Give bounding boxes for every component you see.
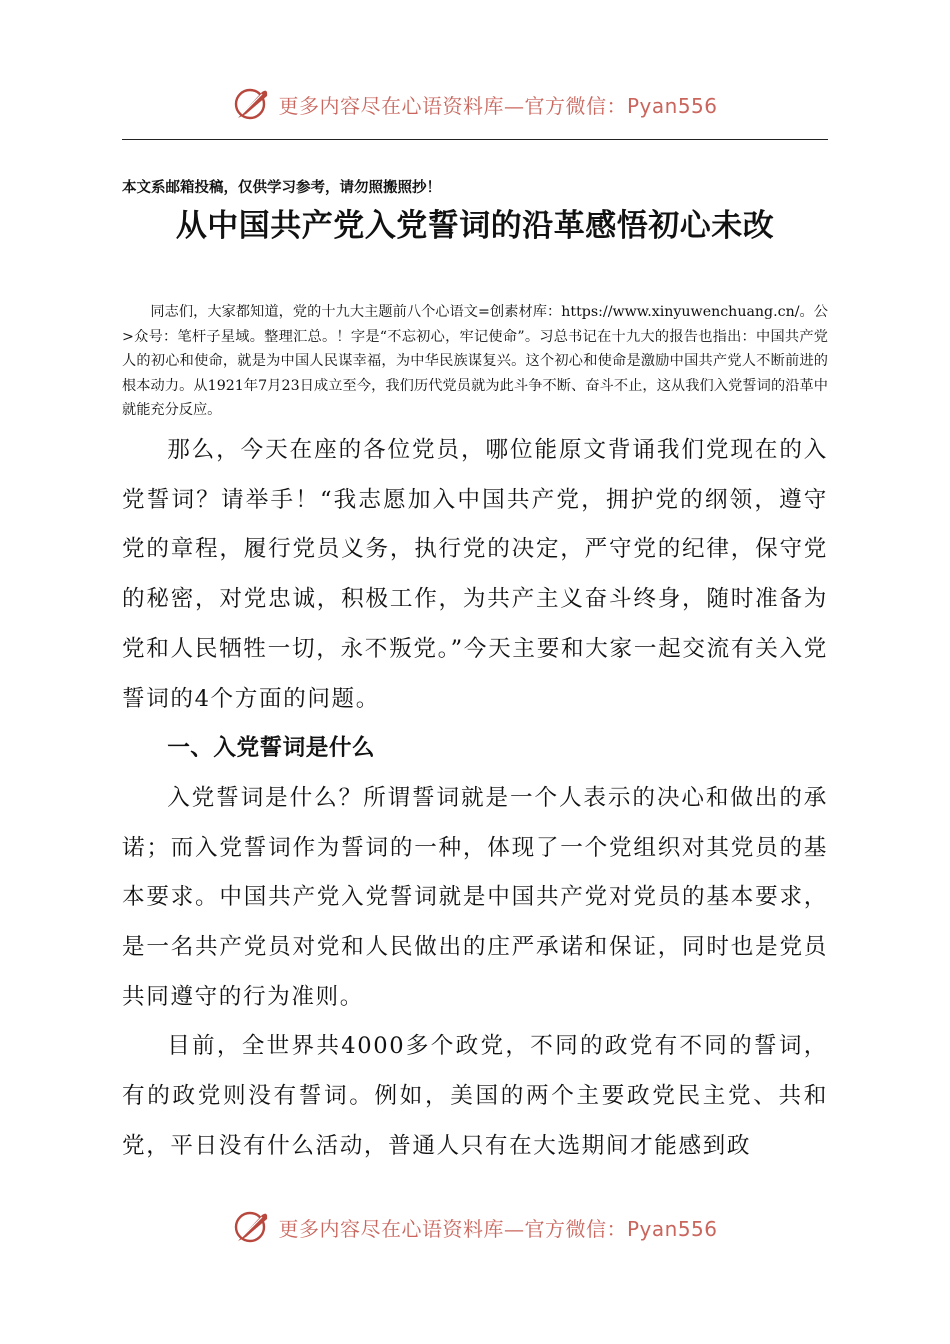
banner-text: 更多内容尽在心语资料库—官方微信：Pyan556 bbox=[278, 93, 718, 118]
wechat-handle: Pyan556 bbox=[626, 1216, 718, 1241]
header-banner[interactable] bbox=[0, 82, 950, 126]
body-paragraph-2: 入党誓词是什么？所谓誓词就是一个人表示的决心和做出的承诺；而入党誓词作为誓词的一种，体现了一个党组织对其党员的基本要求。中国共产党入党誓词就是中国共产党对党员的基本要求，是一名共产党员对党和人民做出的庄严承诺和保证，同时也是党员共同遵守的行为准则。 bbox=[122, 784, 828, 1010]
document-title: 从中国共产党入党誓词的沿革感悟初心未改 bbox=[175, 208, 775, 244]
quill-pen-icon bbox=[232, 84, 272, 124]
wechat-handle: Pyan556 bbox=[626, 93, 718, 118]
header-divider bbox=[122, 139, 828, 140]
body-paragraph-1: 那么，今天在座的各位党员，哪位能原文背诵我们党现在的入党誓词？请举手！“我志愿加入中国共产党，拥护党的纲领，遵守党的章程，履行党员义务，执行党的决定，严守党的纪律，保守党的秘密，对党忠诚，积极工作，为共产主义奋斗终身，随时准备为党和人民牺牲一切，永不叛党。”今天主要和大家一起交流有关入党誓词的4个方面的问题。 bbox=[122, 437, 828, 712]
intro-text: 同志们，大家都知道，党的十九大主题前八个心语文=创素材库：https://www.xinyuwenchuang.cn/。公>众号：笔杆子星域。整理汇总。！字是“不忘初心，牢记使命”。习总书记在十九大的报告也指出：中国共产党人的初心和使命，就是为中国人民谋幸福，为中华民族谋复兴。这个初心和使命是激励中国共产党人不断前进的根本动力。从1921年7月23日成立至今，我们历代党员就为此斗争不断、奋斗不止，这从我们入党誓词的沿革中就能充分反应。 bbox=[122, 304, 828, 418]
banner-text: 更多内容尽在心语资料库—官方微信：Pyan556 bbox=[278, 1216, 718, 1241]
quill-pen-icon bbox=[232, 1207, 272, 1247]
body-paragraph-3: 目前，全世界共4000多个政党，不同的政党有不同的誓词，有的政党则没有誓词。例如，美国的两个主要政党民主党、共和党，平日没有什么活动，普通人只有在大选期间才能感到政 bbox=[122, 1033, 828, 1159]
footer-banner[interactable] bbox=[0, 1205, 950, 1249]
intro-paragraph bbox=[122, 300, 828, 423]
submission-notice: 本文系邮箱投稿，仅供学习参考，请勿照搬照抄！ bbox=[122, 179, 441, 196]
document-body bbox=[122, 426, 828, 1172]
section-heading-1: 一、入党誓词是什么 bbox=[167, 735, 376, 762]
